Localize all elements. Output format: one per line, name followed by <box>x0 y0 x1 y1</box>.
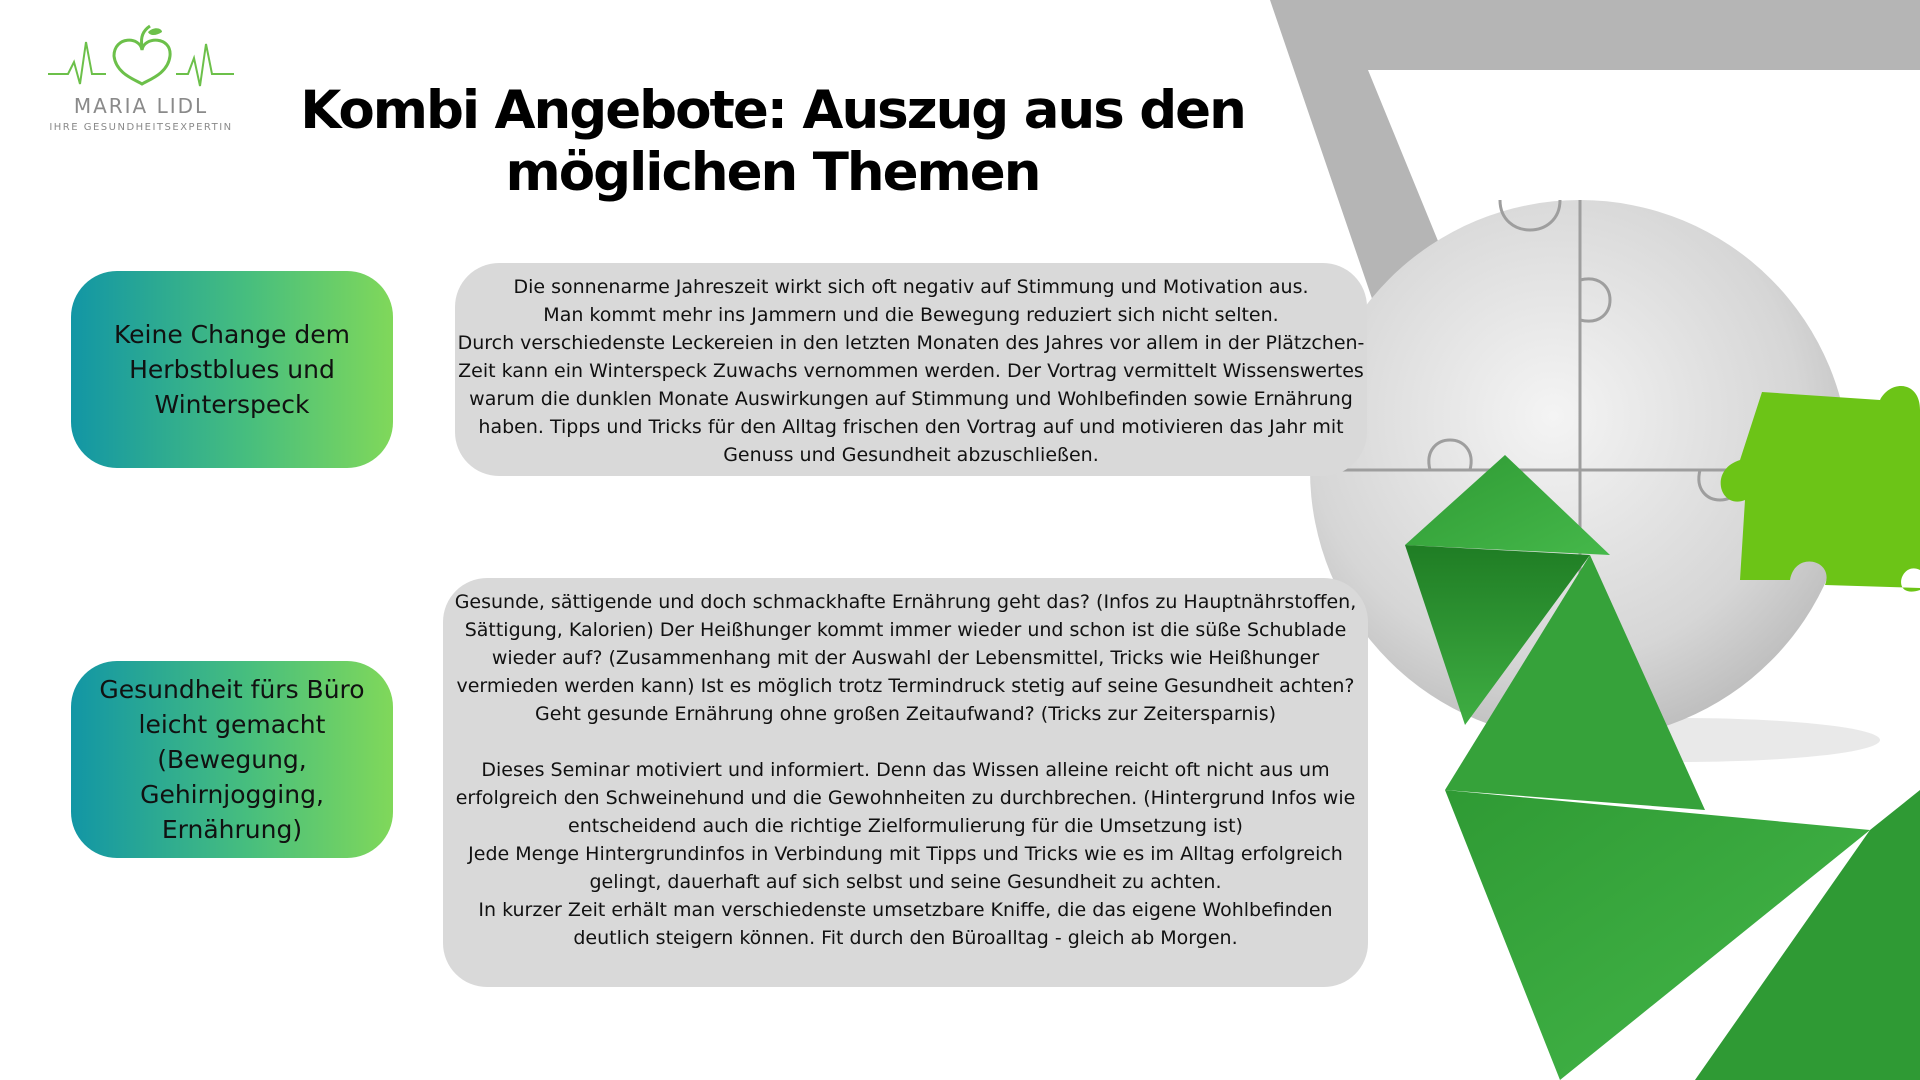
topic-description-box <box>455 263 1367 476</box>
topic-description: Die sonnenarme Jahreszeit wirkt sich oft negativ auf Stimmung und Motivation aus. Man kommt mehr ins Jammern und die Bewegung reduziert sich nicht selten. Durch verschiedenste Leckereien in den letzten Monaten des Jahres vor allem in der Plätzchen-Zeit kann ein Winterspeck Zuwachs vernommen werden. Der Vortrag vermittelt Wissenswertes warum die dunklen Monate Auswirkungen auf Stimmung und Wohlbefinden sowie Ernährung haben. Tipps und Tricks für den Alltag frischen den Vortrag auf und motivieren das Jahr mit Genuss und Gesundheit abzuschließen. <box>457 276 1365 466</box>
page-title: Kombi Angebote: Auszug aus den möglichen Themen <box>300 80 1245 203</box>
brand-tagline: IHRE GESUNDHEITSEXPERTIN <box>49 122 233 133</box>
topic-description-box <box>443 578 1368 987</box>
topic-description: Gesunde, sättigende und doch schmackhafte Ernährung geht das? (Infos zu Hauptnährstoffen, Sättigung, Kalorien) Der Heißhunger kommt immer wieder und schon ist die süße Schublade wieder auf? (Zusammenhang mit der Auswahl der Lebensmittel, Tricks wie Heißhunger vermieden werden kann) Ist es möglich trotz Termindruck stetig auf seine Gesundheit achten? Geht gesunde Ernährung ohne großen Zeitaufwand? (Tricks zur Zeitersparnis) Dieses Seminar motiviert und informiert. Denn das Wissen alleine reicht oft nicht aus um erfolgreich den Schweinehund und die Gewohnheiten zu durchbrechen. (Hintergrund Infos wie entscheidend auch die richtige Zielformulierung für die Umsetzung ist) Jede Menge Hintergrundinfos in Verbindung mit Tipps und Tricks wie es im Alltag erfolgreich gelingt, dauerhaft auf sich selbst und seine Gesundheit zu achten. In kurzer Zeit erhält man verschiedenste umsetzbare Kniffe, die das eigene Wohlbefinden deutlich steigern können. Fit durch den Büroalltag - gleich ab Morgen. <box>454 591 1357 949</box>
brand-name: MARIA LIDL <box>73 94 209 118</box>
topic-label-box <box>71 661 393 858</box>
brand-logo <box>48 22 238 142</box>
topic-label: Keine Change dem Herbstblues und Winterspeck <box>114 320 350 419</box>
topic-label: Gesundheit fürs Büro leicht gemacht (Bewegung, Gehirnjogging, Ernährung) <box>99 675 365 844</box>
heartbeat-apple-icon <box>48 22 234 92</box>
topic-label-box <box>71 271 393 468</box>
